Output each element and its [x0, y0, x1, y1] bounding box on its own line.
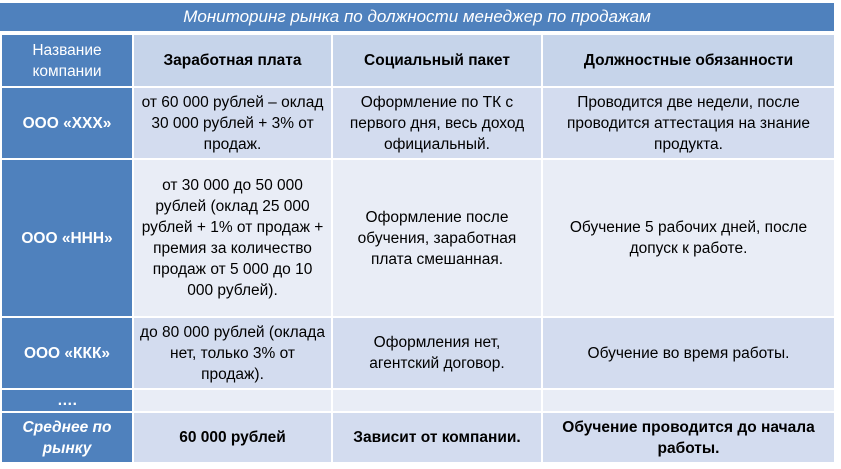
salary-cell — [133, 389, 332, 412]
company-name: …. — [1, 389, 133, 412]
social-cell — [332, 389, 542, 412]
duties-cell: Проводится две недели, после проводится аттестация на знание продукта. — [542, 87, 835, 159]
average-social: Зависит от компании. — [332, 412, 542, 463]
average-salary: 60 000 рублей — [133, 412, 332, 463]
duties-cell: Обучение во время работы. — [542, 317, 835, 389]
average-label: Среднее по рынку — [1, 412, 133, 463]
table-row — [1, 159, 835, 317]
company-name: ООО «ХХХ» — [1, 87, 133, 159]
market-monitoring-table — [0, 33, 836, 464]
table-title: Мониторинг рынка по должности менеджер по продажам — [0, 3, 834, 33]
salary-cell: от 60 000 рублей – оклад 30 000 рублей + 3% от продаж. — [133, 87, 332, 159]
average-row — [1, 412, 835, 463]
social-cell: Оформления нет, агентский договор. — [332, 317, 542, 389]
social-cell: Оформление после обучения, заработная плата смешанная. — [332, 159, 542, 317]
table-row — [1, 87, 835, 159]
header-social: Социальный пакет — [332, 34, 542, 87]
social-cell: Оформление по ТК с первого дня, весь доход официальный. — [332, 87, 542, 159]
header-company: Название компании — [1, 34, 133, 87]
duties-cell: Обучение 5 рабочих дней, после допуск к работе. — [542, 159, 835, 317]
company-name: ООО «ККК» — [1, 317, 133, 389]
header-duties: Должностные обязанности — [542, 34, 835, 87]
salary-cell: от 30 000 до 50 000 рублей (оклад 25 000 рублей + 1% от продаж + премия за количество продаж от 5 000 до 10 000 рублей). — [133, 159, 332, 317]
average-duties: Обучение проводится до начала работы. — [542, 412, 835, 463]
duties-cell — [542, 389, 835, 412]
table-row — [1, 389, 835, 412]
header-salary: Заработная плата — [133, 34, 332, 87]
salary-cell: до 80 000 рублей (оклада нет, только 3% от продаж). — [133, 317, 332, 389]
table-row — [1, 317, 835, 389]
company-name: ООО «ННН» — [1, 159, 133, 317]
header-row — [1, 34, 835, 87]
